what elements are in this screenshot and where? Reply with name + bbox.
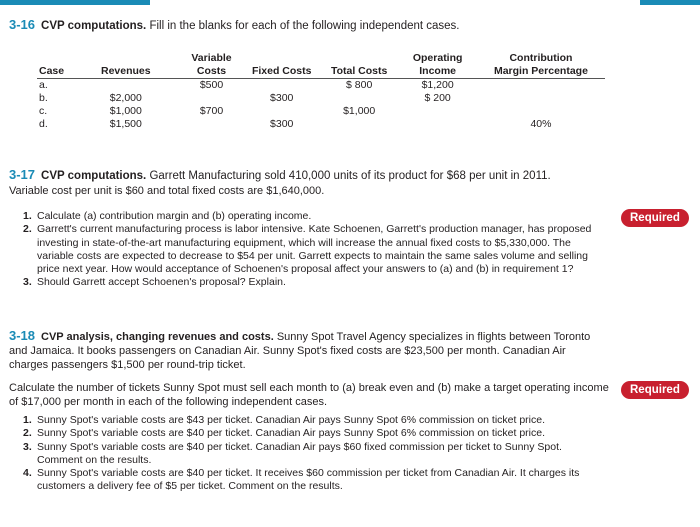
- header-case: Case: [39, 65, 65, 77]
- item-number: 1.: [23, 210, 32, 222]
- cell-variable-costs: $500: [199, 79, 224, 91]
- header-operating-income: Operating Income: [412, 52, 463, 77]
- problem-3-16-heading: [9, 17, 460, 32]
- problem-intro-line2: Variable cost per unit is $60 and total fixed costs are $1,640,000.: [9, 185, 325, 197]
- cell-operating-income: $ 200: [424, 92, 451, 104]
- cell-revenues: $2,000: [109, 92, 142, 104]
- item-number: 3.: [23, 440, 32, 453]
- cell-case: d.: [39, 118, 48, 130]
- problem-number: 3-18: [9, 328, 36, 343]
- list-item: [23, 441, 610, 468]
- problem-title: CVP computations.: [41, 170, 147, 182]
- problem-title: CVP analysis, changing revenues and costs.: [41, 331, 274, 343]
- cell-total-costs: $1,000: [343, 105, 376, 117]
- problem-title: CVP computations.: [41, 20, 147, 32]
- problem-3-17-heading: [9, 167, 609, 182]
- list-item: [23, 414, 610, 427]
- required-badge: Required: [621, 381, 689, 399]
- cell-fixed-costs: [244, 79, 320, 93]
- cell-cm-percentage: [477, 105, 605, 118]
- list-item: [23, 467, 610, 494]
- cell-fixed-costs: $300: [270, 118, 294, 130]
- cell-cm-percentage: [477, 92, 605, 105]
- header-cm-percentage: Contribution Margin Percentage: [493, 52, 588, 77]
- problem-3-18-intro: [9, 329, 607, 372]
- item-number: 2.: [23, 427, 32, 440]
- problem-3-18-cases: [23, 414, 610, 494]
- table-row: [37, 79, 605, 93]
- table-row: [37, 118, 605, 131]
- cvp-table: [37, 52, 605, 131]
- problem-number: 3-17: [9, 167, 36, 182]
- table-header-row: [37, 52, 605, 79]
- cell-operating-income: $1,200: [421, 79, 454, 91]
- cell-total-costs: [320, 92, 398, 105]
- problem-intro: Sunny Spot Travel Agency specializes in flights between Toronto and Jamaica. It books passengers on Canadian Air. Sunny Spot's fixed costs are $23,500 per month. Canadian Air charges passengers $1,500 per round-trip ticket.: [9, 331, 591, 371]
- cell-case: a.: [39, 79, 48, 91]
- cell-cm-percentage: [477, 79, 605, 93]
- header-total-costs: Total Costs: [330, 65, 388, 77]
- header-variable-costs: Variable Costs: [191, 52, 232, 77]
- problem-intro: Fill in the blanks for each of the following independent cases.: [149, 20, 460, 32]
- item-text: Calculate (a) contribution margin and (b) operating income.: [37, 210, 312, 222]
- problem-3-18-task: Calculate the number of tickets Sunny Spot must sell each month to (a) break even and (b) make a target operating income of $17,000 per month in each of the following independent cases.: [9, 382, 609, 408]
- cell-variable-costs: $700: [199, 105, 224, 117]
- item-number: 1.: [23, 414, 32, 426]
- item-text: Garrett's current manufacturing process is labor intensive. Kate Schoenen, Garrett's production manager, has proposed investing in state-of-the-art manufacturing equipment, which will increase the annual fixed costs to $5,330,000. The variable costs are expected to decrease to $54 per unit. Garrett expects to maintain the same sales volume and selling price next year. How would acceptance of Schoenen's proposal affect your answers to (a) and (b) in requirement 1?: [37, 223, 592, 276]
- problem-intro-line1: Garrett Manufacturing sold 410,000 units of its product for $68 per unit in 2011.: [149, 170, 551, 182]
- cell-fixed-costs: [244, 105, 320, 118]
- cell-revenues: [72, 79, 179, 93]
- problem-number: 3-16: [9, 17, 36, 32]
- cell-variable-costs: [180, 118, 244, 131]
- item-number: 2.: [23, 223, 32, 236]
- cell-total-costs: [320, 118, 398, 131]
- list-item: [23, 210, 610, 223]
- problem-3-17-requirements: [23, 210, 610, 290]
- item-text: Sunny Spot's variable costs are $40 per ticket. Canadian Air pays Sunny Spot 6% commission on ticket price.: [37, 427, 546, 440]
- cell-operating-income: [398, 118, 476, 131]
- required-badge: Required: [621, 209, 689, 227]
- cell-revenues: $1,000: [109, 105, 142, 117]
- cell-operating-income: [398, 105, 476, 118]
- item-text: Should Garrett accept Schoenen's proposal? Explain.: [37, 276, 286, 289]
- list-item: [23, 427, 610, 440]
- item-number: 4.: [23, 467, 32, 480]
- header-fixed-costs: Fixed Costs: [251, 65, 312, 77]
- top-color-strip: [0, 0, 700, 5]
- table-row: [37, 105, 605, 118]
- table-row: [37, 92, 605, 105]
- cell-total-costs: $ 800: [346, 79, 373, 91]
- list-item: [23, 223, 610, 276]
- cell-fixed-costs: $300: [270, 92, 294, 104]
- item-text: Sunny Spot's variable costs are $40 per ticket. Canadian Air pays $60 fixed commission per ticket to Sunny Spot. Comment on the results.: [37, 440, 562, 466]
- item-text: Sunny Spot's variable costs are $40 per ticket. It receives $60 commission per ticket from Canadian Air. It charges its customers a delivery fee of $5 per ticket. Comment on the results.: [37, 467, 580, 493]
- list-item: [23, 276, 610, 289]
- cell-revenues: $1,500: [109, 118, 142, 130]
- cell-variable-costs: [180, 92, 244, 105]
- item-number: 3.: [23, 276, 32, 289]
- cell-case: c.: [39, 105, 48, 117]
- header-revenues: Revenues: [101, 65, 151, 77]
- cell-case: b.: [39, 92, 48, 104]
- item-text: Sunny Spot's variable costs are $43 per ticket. Canadian Air pays Sunny Spot 6% commission on ticket price.: [37, 414, 546, 426]
- cell-cm-percentage: 40%: [530, 118, 552, 130]
